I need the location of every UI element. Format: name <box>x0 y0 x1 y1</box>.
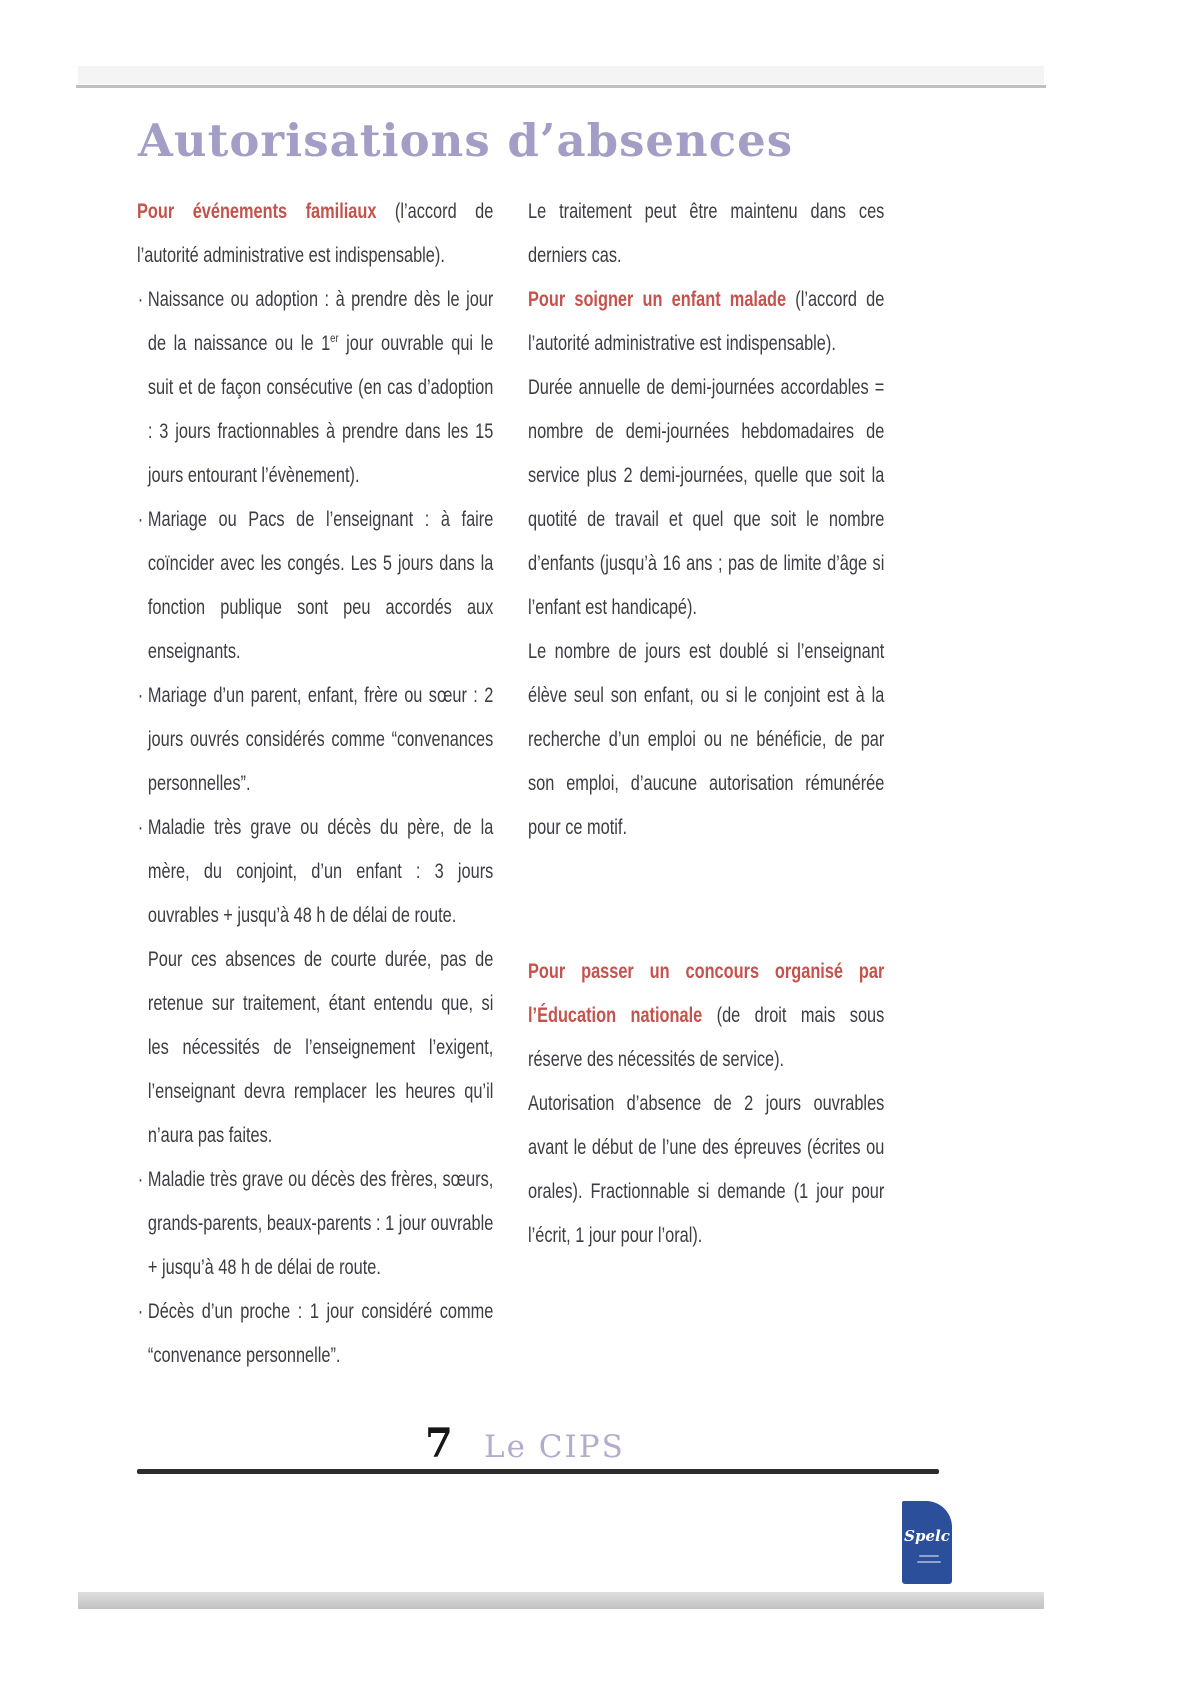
top-rule <box>76 85 1046 88</box>
bullet-item-marriage-relative <box>137 674 493 806</box>
page-number: 7 <box>425 1420 453 1467</box>
bullet-dot-icon: · <box>137 508 144 531</box>
bullet-text: jour ouvrable qui le suit et de façon consécutive (en cas d’adoption : 3 jours fractionnables à prendre dans les 15 jours entourant l’évènement). <box>147 332 494 487</box>
right-column <box>528 190 888 1258</box>
bullet-item-serious-illness-siblings <box>137 1158 493 1290</box>
bullet-dot-icon: · <box>137 1300 144 1323</box>
spelc-logo <box>902 1501 952 1584</box>
section-concours-heading-par <box>528 950 884 1082</box>
logo-tagline-decoration <box>917 1561 941 1563</box>
section-sick-child <box>528 278 884 850</box>
section-heading-concours: Pour passer un concours organisé par l’Éducation nationale <box>528 960 885 1027</box>
bullet-dot-icon: · <box>137 684 144 707</box>
section-heading-suffix: (l’accord de l’autorité administrative est indispensable). <box>528 288 885 355</box>
bullet-text: Mariage d’un parent, enfant, frère ou sœur : 2 jours ouvrés considérés comme “convenances personnelles”. <box>147 684 494 795</box>
paragraph-half-days: Durée annuelle de demi-journées accordables = nombre de demi-journées hebdomadaires de service plus 2 demi-journées, quelle que soit la quotité de travail et quel que soit le nombre d’enfants (jusqu’à 16 ans ; pas de limite d’âge si l’enfant est handicapé). <box>528 376 885 619</box>
bullet-item-serious-illness-parents <box>137 806 493 938</box>
section-sick-child-heading-par <box>528 278 884 366</box>
section-heading-family-events: Pour événements familiaux <box>137 200 377 223</box>
bullet-text: Maladie très grave ou décès des frères, sœurs, grands-parents, beaux-parents : 1 jour ouvrable + jusqu’à 48 h de délai de route. <box>147 1168 494 1279</box>
spelc-logo-text: Spelc <box>904 1527 950 1545</box>
footer-rule <box>137 1469 939 1474</box>
bullet-dot-icon: · <box>137 816 144 839</box>
ordinal-superscript: er <box>330 331 339 345</box>
paragraph-treatment-maintained: Le traitement peut être maintenu dans ces derniers cas. <box>528 200 885 267</box>
publication-name: Le CIPS <box>484 1429 625 1465</box>
bullet-item-marriage-pacs <box>137 498 493 674</box>
section-heading-suffix: (de droit mais sous réserve des nécessités de service). <box>528 1004 885 1071</box>
top-decorative-bar <box>78 66 1044 84</box>
paragraph-text: Pour ces absences de courte durée, pas de retenue sur traitement, étant entendu que, si les nécessités de l’enseignement l’exigent, l’enseignant devra remplacer les heures qu’il n’aura pas faites. <box>147 948 494 1147</box>
section-heading-sick-child: Pour soigner un enfant malade <box>528 288 787 311</box>
bullet-dot-icon: · <box>137 1168 144 1191</box>
page-title: Autorisations d’absences <box>138 114 794 168</box>
bullet-list <box>137 278 493 1378</box>
left-column <box>137 190 493 1378</box>
paragraph-days-doubled: Le nombre de jours est doublé si l’enseignant élève seul son enfant, ou si le conjoint est à la recherche d’un emploi ou ne bénéficie, de par son emploi, d’aucune autorisation rémunérée pour ce motif. <box>528 640 885 839</box>
bullet-item-death-close-person <box>137 1290 493 1378</box>
logo-tagline-decoration <box>919 1555 939 1557</box>
bullet-dot-icon: · <box>137 288 144 311</box>
bullet-text: Naissance ou adoption : à prendre dès le jour de la naissance ou le 1 <box>147 288 494 355</box>
paragraph-absence-authorisation: Autorisation d’absence de 2 jours ouvrables avant le début de l’une des épreuves (écrites ou orales). Fractionnable si demande (1 jour pour l’écrit, 1 jour pour l’oral). <box>528 1092 885 1247</box>
section-concours <box>528 950 884 1258</box>
bullet-text: Décès d’un proche : 1 jour considéré comme “convenance personnelle”. <box>147 1300 494 1367</box>
bullet-text: Mariage ou Pacs de l’enseignant : à faire coïncider avec les congés. Les 5 jours dans la fonction publique sont peu accordés aux enseignants. <box>147 508 494 663</box>
section-heading-suffix: (l’accord de l’autorité administrative est indispensable). <box>137 200 494 267</box>
bottom-decorative-bar <box>78 1592 1044 1609</box>
bullet-text: Maladie très grave ou décès du père, de la mère, du conjoint, d’un enfant : 3 jours ouvrables + jusqu’à 48 h de délai de route. <box>147 816 494 927</box>
bullet-item-birth-adoption <box>137 278 493 498</box>
paragraph-short-absences <box>137 938 493 1158</box>
section-family-events <box>137 190 493 278</box>
